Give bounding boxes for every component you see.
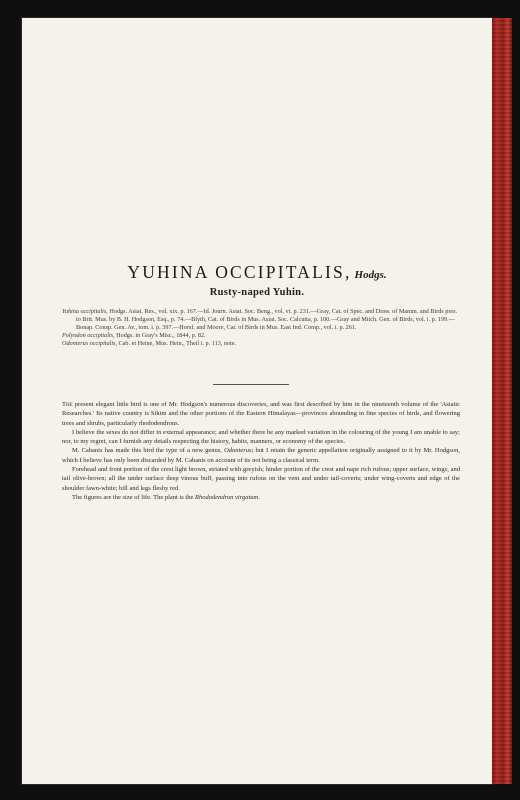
synonym-name: Odonterus occipitalis,: [62, 339, 117, 347]
paragraph-figures: [62, 493, 460, 502]
synonymy-entry: [62, 340, 458, 348]
paragraph-text: present elegant little bird is one of Mr. Hodgson's numerous discoveries, and was first described by him in the nineteenth volume of the 'Asiatic Researches.' Its native country is Sikim and the other portions of the Eastern Himalayas—provinces abounding in fine species of birds, and flowering trees and shrubs, particularly rhododendrons.: [62, 401, 460, 427]
genus-name: Odonterus: [224, 447, 252, 455]
lead-word: The: [62, 401, 73, 408]
synonymy-entry: [62, 308, 458, 332]
synonym-name: Polyodon occipitalis,: [62, 331, 115, 339]
plant-name: Rhododendron virgatum: [194, 493, 259, 501]
paragraph-description: Forehead and front portion of the crest light brown, striated with greyish; hinder portion of the crest and nape rich rufous; upper surface, wings, and tail olive-brown; all the under surface deep vinous buff, passing into rufous on the vent and under tail-coverts; under wing-coverts and edge of the shoulder fawn-white; bill and legs fleshy red.: [62, 466, 460, 492]
body-text: [62, 400, 460, 502]
synonym-reference: Hodgs. in Gray's Misc., 1844, p. 82.: [116, 331, 206, 339]
paragraph-sexes: I believe the sexes do not differ in external appearance; and whether there be any marked variation in the colouring of the young I am unable to say; nor, to my regret, can I furnish any details respecting the history, habits, manners, or economy of the species.: [62, 428, 460, 446]
synonym-name: Yuhina occipitalis,: [62, 308, 108, 315]
page-edge-red: [492, 18, 512, 784]
synonym-reference: Hodgs. Asiat. Res., vol. xix. p. 167.—Id. Journ. Asiat. Soc. Beng., vol. vi. p. 231.—Gray, Cat. of Spec. and Draw. of Mamm. and Birds pres. to Brit. Mus. by B. H. Hodgson, Esq., p. 74.—Blyth, Cat. of Birds in Mus. Asiat. Soc. Calcutta, p. 100.—Gray and Mitch. Gen. of Birds, vol. i. p. 199.—Bonap. Consp. Gen. Av., tom. i. p. 397.—Horsf. and Moore, Cat. of Birds in Mus. East Ind. Comp., vol. i. p. 261.: [76, 308, 458, 331]
paragraph-genus: [62, 446, 460, 465]
paragraph-text: .: [258, 493, 260, 501]
paragraph-text: The figures are the size of life. The plant is the: [72, 493, 195, 501]
paragraph-text: M. Cabanis has made this bird the type of a new genus,: [72, 447, 225, 455]
book-page: [22, 18, 492, 784]
common-name: Rusty-naped Yuhin.: [209, 287, 305, 298]
species-authority: Hodgs.: [354, 269, 387, 281]
divider-rule: [213, 384, 289, 385]
paragraph-intro: [62, 400, 460, 428]
synonymy-entry: [62, 332, 458, 340]
synonym-reference: Cab. et Heine, Mus. Hein., Theil i. p. 113, note.: [118, 339, 237, 347]
paragraph-text: ; but I retain the generic appellation originally assigned to it by Mr. Hodgson, which I believe has only been discarded by M. Cabanis on account of its not being a classical term.: [62, 447, 460, 464]
species-title: [22, 262, 492, 283]
species-name: YUHINA OCCIPITALIS,: [127, 262, 352, 282]
synonymy-list: [62, 308, 458, 348]
